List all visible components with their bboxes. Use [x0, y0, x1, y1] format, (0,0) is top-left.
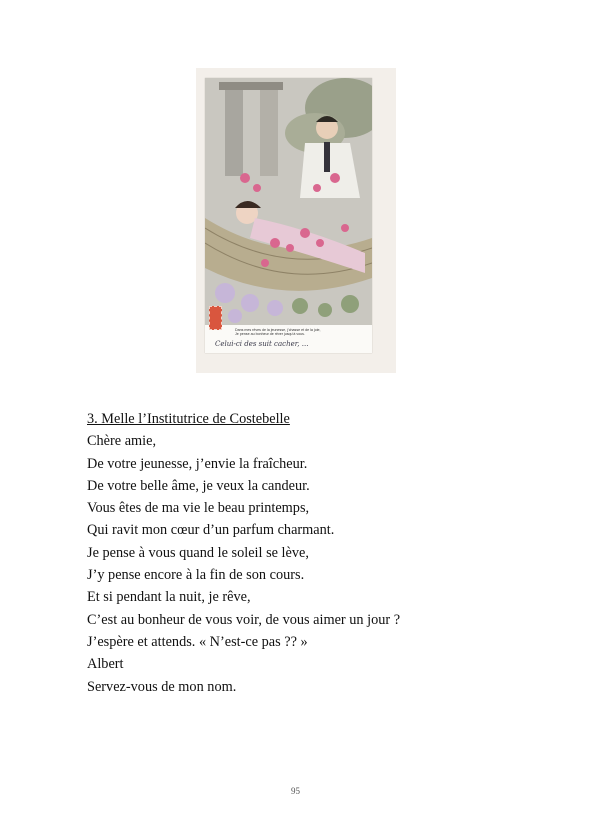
poem-signature: Albert — [87, 656, 124, 673]
postcard-caption-line-2: Je pense au bonheur de rêver jusqu’à vous. — [235, 332, 305, 336]
poem-line: Et si pendant la nuit, je rêve, — [87, 589, 251, 606]
poem-line: Qui ravit mon cœur d’un parfum charmant. — [87, 522, 335, 539]
poem-line: De votre belle âme, je veux la candeur. — [87, 477, 310, 494]
postcard-handwriting: Celui-ci des suit cacher, ... — [215, 340, 309, 348]
postcard-illustration — [205, 78, 372, 353]
postcard-image — [196, 68, 396, 373]
poem-line: Vous êtes de ma vie le beau printemps, — [87, 500, 310, 517]
poem-text — [87, 408, 547, 698]
postcard-photo — [205, 78, 372, 353]
poem-line: Chère amie, — [87, 433, 157, 450]
poem-title: 3. Melle l’Institutrice de Costebelle — [87, 411, 290, 427]
poem-line: Je pense à vous quand le soleil se lève, — [87, 544, 309, 561]
postcard-caption — [205, 326, 372, 352]
poem-line: De votre jeunesse, j’envie la fraîcheur. — [87, 455, 308, 472]
poem-line: C’est au bonheur de vous voir, de vous aimer un jour ? — [87, 611, 401, 628]
poem-line: Servez-vous de mon nom. — [87, 678, 237, 695]
poem-line: J’espère et attends. « N’est-ce pas ?? » — [87, 633, 308, 650]
postcard-caption-line-1: Dans mes rêves de la jeunesse, j’chasse et de la joie, — [235, 328, 321, 332]
poem-line: J’y pense encore à la fin de son cours. — [87, 567, 305, 584]
page-number: 95 — [291, 786, 300, 796]
